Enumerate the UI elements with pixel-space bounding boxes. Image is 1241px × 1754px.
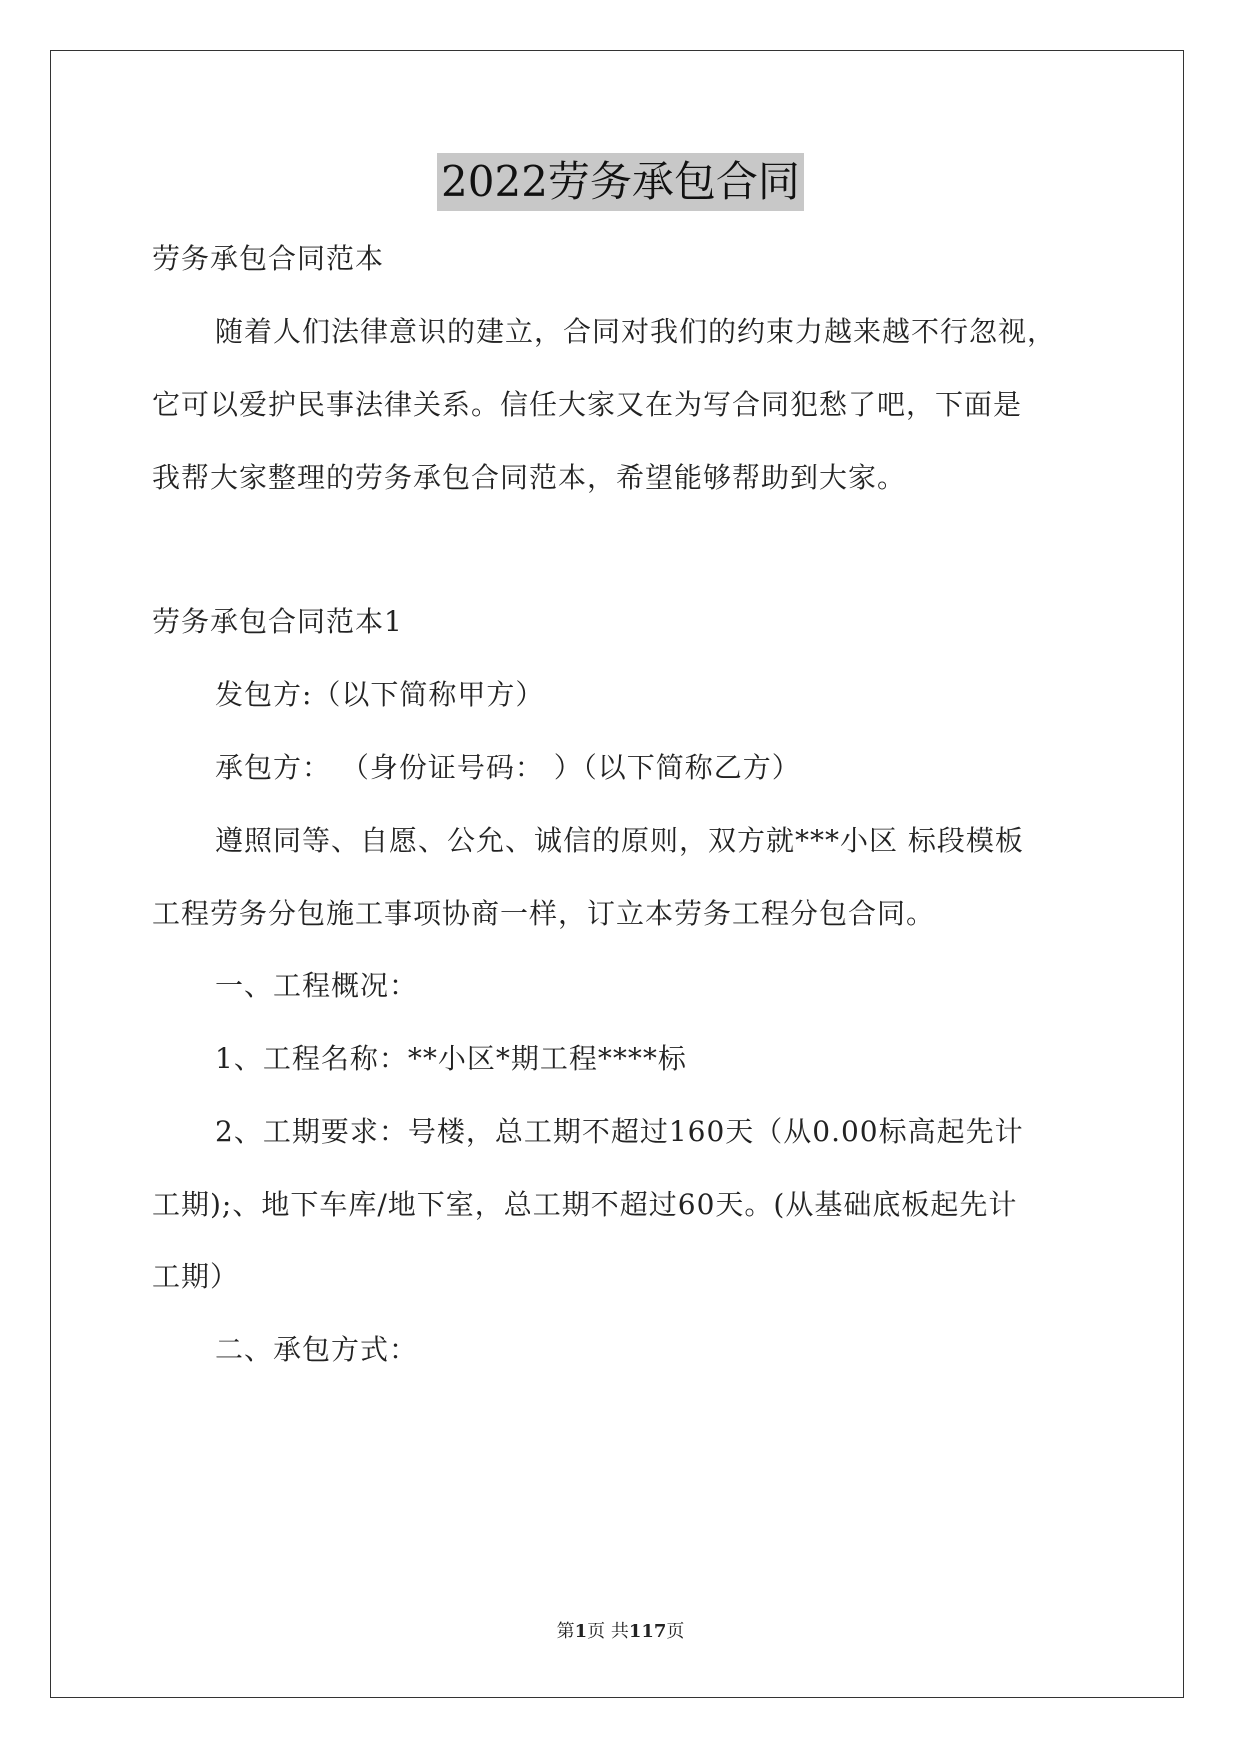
total-pages-number: 117 bbox=[628, 1621, 667, 1642]
clause-heading: 一、工程概况： bbox=[215, 969, 419, 1002]
document-title: 2022劳务承包合同 bbox=[437, 153, 804, 211]
footer-prefix: 第 bbox=[556, 1621, 575, 1642]
paragraph-line: 承包方： （身份证号码： ）（以下简称乙方） bbox=[215, 751, 801, 784]
page-border bbox=[50, 50, 1184, 1698]
paragraph-line: 随着人们法律意识的建立，合同对我们的约束力越来越不行忽视， bbox=[215, 315, 1057, 348]
clause-heading: 二、承包方式： bbox=[215, 1333, 419, 1366]
current-page-number: 1 bbox=[574, 1621, 588, 1642]
footer-suffix: 页 bbox=[666, 1621, 685, 1642]
paragraph-line: 工期);、地下车库/地下室，总工期不超过60天。(从基础底板起先计 bbox=[152, 1188, 1018, 1221]
paragraph-line: 发包方:（以下简称甲方） bbox=[215, 678, 545, 711]
title-container bbox=[0, 153, 1241, 211]
paragraph-line: 2、工期要求：号楼，总工期不超过160天（从0.00标高起先计 bbox=[215, 1115, 1024, 1148]
section-heading: 劳务承包合同范本 bbox=[152, 242, 385, 275]
footer-middle: 页 共 bbox=[587, 1621, 629, 1642]
page-footer bbox=[0, 1620, 1241, 1644]
section-heading: 劳务承包合同范本1 bbox=[152, 605, 403, 638]
paragraph-line: 工程劳务分包施工事项协商一样，订立本劳务工程分包合同。 bbox=[152, 897, 936, 930]
paragraph-line: 1、工程名称：**小区*期工程****标 bbox=[215, 1042, 687, 1075]
paragraph-line: 我帮大家整理的劳务承包合同范本，希望能够帮助到大家。 bbox=[152, 461, 907, 494]
paragraph-line: 它可以爱护民事法律关系。信任大家又在为写合同犯愁了吧，下面是 bbox=[152, 388, 1023, 421]
paragraph-line: 遵照同等、自愿、公允、诚信的原则，双方就***小区 标段模板 bbox=[215, 824, 1024, 857]
paragraph-line: 工期） bbox=[152, 1260, 240, 1293]
